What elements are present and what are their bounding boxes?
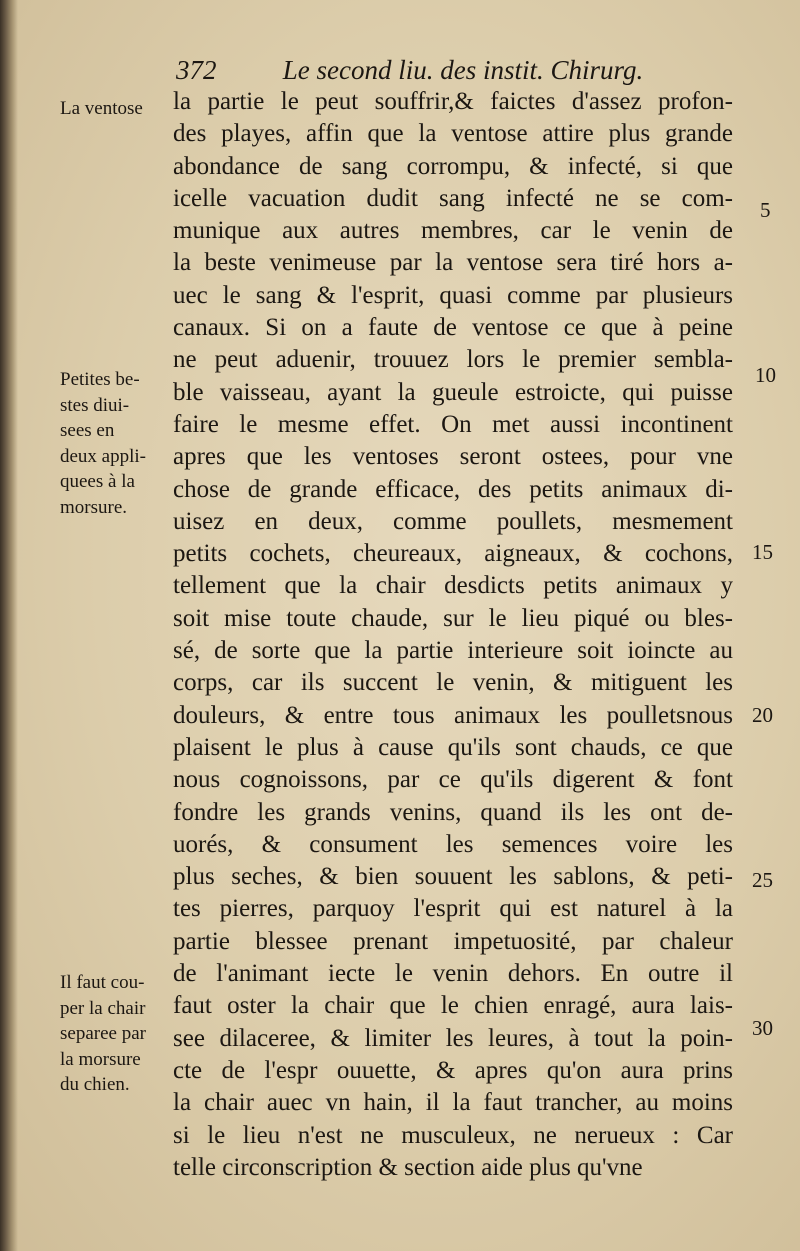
text-line: de l'animant iecte le venin dehors. En outre il (173, 960, 733, 988)
text-line: sé, de sorte que la partie interieure soit ioincte au (173, 637, 733, 665)
text-line: corps, car ils succent le venin, & mitiguent les (173, 669, 733, 697)
text-line: petits cochets, cheureaux, aigneaux, & cochons, (173, 540, 733, 568)
margin-note-line: per la chair (60, 997, 146, 1019)
margin-note-line: du chien. (60, 1074, 130, 1095)
page-header (176, 50, 696, 90)
text-line: plus seches, & bien souuent les sablons, & peti- (173, 863, 733, 891)
line-number-25: 25 (752, 868, 773, 892)
text-line: si le lieu n'est ne musculeux, ne nerueux : Car (173, 1121, 733, 1149)
margin-note-line: sees en (60, 420, 115, 441)
text-line: la beste venimeuse par la ventose sera tiré hors a- (173, 249, 733, 277)
text-line: ble vaisseau, ayant la gueule estroicte, qui puisse (173, 378, 733, 406)
text-line: telle circonscription & section aide plus qu'vne (173, 1153, 643, 1181)
text-line: des playes, affin que la ventose attire plus grande (173, 120, 733, 148)
text-line: tes pierres, parquoy l'esprit qui est naturel à la (173, 895, 733, 923)
margin-note-line: deux appli- (60, 445, 147, 467)
page-gutter (0, 0, 18, 1251)
text-line: icelle vacuation dudit sang infecté ne se com- (173, 184, 733, 212)
text-line: faut oster la chair que le chien enragé, aura lais- (173, 992, 733, 1020)
line-number-20: 20 (752, 703, 773, 727)
margin-note-line: la morsure (60, 1048, 141, 1070)
margin-note-dog-bite (60, 970, 172, 1098)
text-line: tellement que la chair desdicts petits animaux y (173, 572, 733, 600)
text-line: abondance de sang corrompu, & infecté, si que (173, 152, 733, 180)
margin-note-line: stes diui- (60, 394, 130, 416)
line-number-15: 15 (752, 540, 773, 564)
line-number-5: 5 (760, 198, 771, 222)
text-line: faire le mesme effet. On met aussi incontinent (173, 410, 733, 438)
margin-note-line: Il faut cou- (60, 972, 145, 993)
page-number: 372 (176, 55, 217, 85)
text-line: uec le sang & l'esprit, quasi comme par plusieurs (173, 281, 733, 309)
text-line: la chair auec vn hain, il la faut trancher, au moins (173, 1089, 733, 1117)
text-line: fondre les grands venins, quand ils les ont de- (173, 798, 733, 826)
line-number-30: 30 (752, 1016, 773, 1040)
text-line: ne peut aduenir, trouuez lors le premier sembla- (173, 346, 733, 374)
text-line: plaisent le plus à cause qu'ils sont chauds, ce que (173, 733, 733, 761)
margin-note-animals (60, 367, 172, 520)
margin-note-line: quees à la (60, 471, 135, 492)
margin-note-line: Petites be- (60, 369, 140, 390)
running-title: Le second liu. des instit. Chirurg. (282, 55, 644, 85)
text-line: see dilaceree, & limiter les leures, à tout la poin- (173, 1024, 733, 1052)
text-line: uisez en deux, comme poullets, mesmement (173, 507, 733, 535)
margin-note-line: La ventose (60, 98, 143, 119)
text-line: canaux. Si on a faute de ventose ce que à peine (173, 314, 733, 342)
line-number-10: 10 (755, 363, 776, 387)
margin-note-line: separee par (60, 1023, 146, 1044)
text-line: partie blessee prenant impetuosité, par chaleur (173, 927, 733, 955)
text-line: uorés, & consument les semences voire les (173, 830, 733, 858)
text-line: cte de l'espr ouuette, & apres qu'on aura prins (173, 1056, 733, 1084)
text-line: douleurs, & entre tous animaux les poulletsnous (173, 701, 733, 729)
text-line: apres que les ventoses seront ostees, pour vne (173, 443, 733, 471)
main-text-block (173, 86, 733, 1184)
text-line: la partie le peut souffrir,& faictes d'assez profon- (173, 88, 733, 115)
text-line: munique aux autres membres, car le venin de (173, 217, 733, 245)
text-line: nous cognoissons, par ce qu'ils digerent & font (173, 766, 733, 794)
text-line: chose de grande efficace, des petits animaux di- (173, 475, 733, 503)
margin-note-line: morsure. (60, 496, 128, 518)
text-line: soit mise toute chaude, sur le lieu piqué ou bles- (173, 604, 733, 632)
margin-note-ventose (60, 96, 172, 122)
